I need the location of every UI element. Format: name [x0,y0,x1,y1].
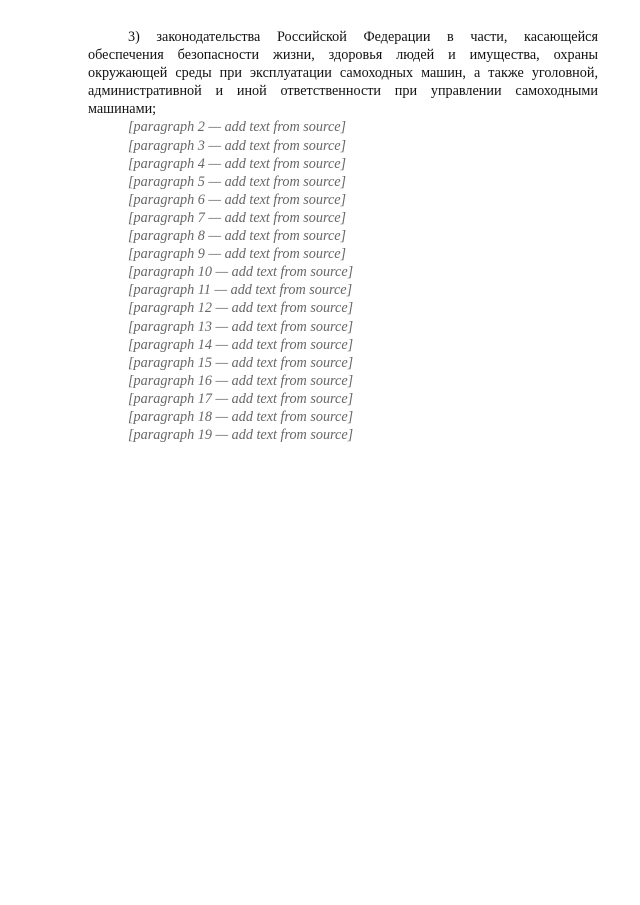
paragraph: [paragraph 17 — add text from source] [128,390,354,407]
paragraph: [paragraph 5 — add text from source] [128,173,347,190]
paragraph: [paragraph 12 — add text from source] [128,300,354,317]
paragraph: [paragraph 15 — add text from source] [128,354,354,371]
paragraph: [paragraph 18 — add text from source] [128,408,354,425]
paragraph: [paragraph 14 — add text from source] [128,336,354,353]
paragraph: [paragraph 8 — add text from source] [128,228,347,245]
paragraph: [paragraph 4 — add text from source] [128,155,347,172]
paragraph: [paragraph 6 — add text from source] [128,191,347,208]
paragraph: [paragraph 11 — add text from source] [128,282,353,299]
paragraph: [paragraph 3 — add text from source] [128,137,347,154]
paragraph: [paragraph 13 — add text from source] [128,318,354,335]
paragraph: [paragraph 7 — add text from source] [128,209,347,226]
paragraph: [paragraph 10 — add text from source] [128,264,354,281]
document-body [88,28,598,444]
paragraph: [paragraph 19 — add text from source] [128,427,354,444]
paragraph: [paragraph 2 — add text from source] [128,119,347,136]
paragraph: 3) законодательства Российской Федерации в части, касающейся обеспечения безопасности жизни, здоровья людей и имущества, охраны окружающей среды при эксплуатации самоходных машин, а также уголовной, административной и иной ответственности при управлении самоходными машинами; [88,29,598,118]
paragraph: [paragraph 9 — add text from source] [128,246,347,263]
paragraph: [paragraph 16 — add text from source] [128,372,354,389]
